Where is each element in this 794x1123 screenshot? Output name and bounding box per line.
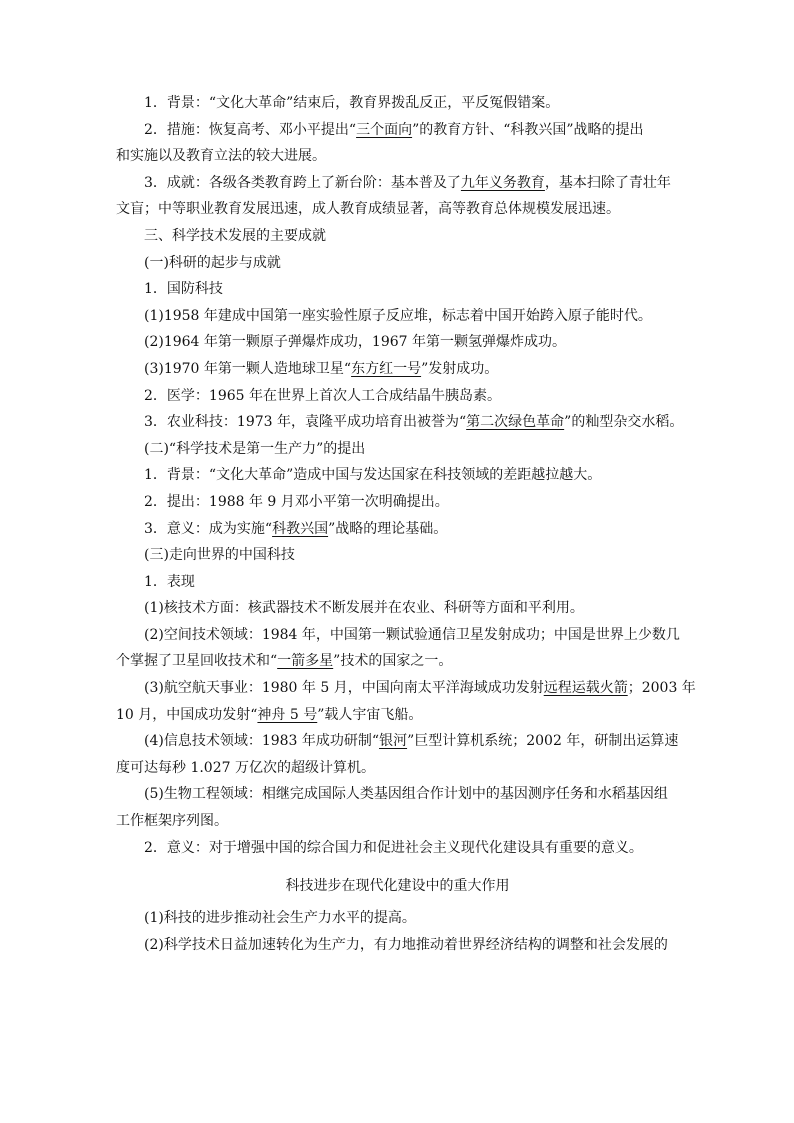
paragraph-line: (1)核技术方面：核武器技术不断发展并在农业、科研等方面和平利用。 xyxy=(144,600,584,617)
underlined-term: 银河 xyxy=(379,733,408,750)
paragraph-line: (5)生物工程领域：相继完成国际人类基因组合作计划中的基因测序任务和水稻基因组 xyxy=(144,786,668,803)
paragraph-line: (1)1958 年建成中国第一座实验性原子反应堆，标志着中国开始跨入原子能时代。 xyxy=(144,307,652,324)
underlined-term: 九年义务教育 xyxy=(460,174,545,191)
subsection-heading: (三)走向世界的中国科技 xyxy=(144,547,295,564)
paragraph-line: (2)科学技术日益加速转化为生产力，有力地推动着世界经济结构的调整和社会发展的 xyxy=(144,936,668,953)
underlined-term: 三个面向 xyxy=(356,121,413,138)
paragraph-line: 2．医学：1965 年在世界上首次人工合成结晶牛胰岛素。 xyxy=(144,387,501,404)
paragraph-line: (3)航空航天事业：1980 年 5 月，中国向南太平洋海域成功发射远程运载火箭；2003 年 xyxy=(144,680,696,697)
paragraph-line: 3．意义：成为实施“科教兴国”战略的理论基础。 xyxy=(144,520,448,537)
paragraph-line: 1．背景：“文化大革命”结束后，教育界拨乱反正，平反冤假错案。 xyxy=(144,95,560,111)
paragraph-line: 2．意义：对于增强中国的综合国力和促进社会主义现代化建设具有重要的意义。 xyxy=(144,839,643,856)
paragraph-line: (4)信息技术领域：1983 年成功研制“银河”巨型计算机系统；2002 年，研制出运算速 xyxy=(144,733,679,750)
paragraph-line: 10 月，中国成功发射“神舟 5 号”载人宇宙飞船。 xyxy=(116,706,423,723)
subsection-heading: (二)“科学技术是第一生产力”的提出 xyxy=(144,440,366,457)
paragraph-line: (2)空间技术领域：1984 年，中国第一颗试验通信卫星发射成功；中国是世界上少数几 xyxy=(144,626,680,643)
paragraph-line: 和实施以及教育立法的较大进展。 xyxy=(116,148,326,165)
paragraph-line: 1．背景：“文化大革命”造成中国与发达国家在科技领域的差距越拉越大。 xyxy=(144,467,602,484)
underlined-term: 第二次绿色革命 xyxy=(466,414,565,431)
underlined-term: 远程运载火箭 xyxy=(543,680,628,697)
paragraph-line: 3．成就：各级各类教育跨上了新台阶：基本普及了九年义务教育，基本扫除了青壮年 xyxy=(144,174,671,191)
section-title: 科技进步在现代化建设中的重大作用 xyxy=(285,878,510,895)
item-heading: 1．国防科技 xyxy=(144,281,223,298)
paragraph-line: 度可达每秒 1.027 万亿次的超级计算机。 xyxy=(116,759,375,776)
paragraph-line: 3．农业科技：1973 年，袁隆平成功培育出被誉为“第二次绿色革命”的籼型杂交水稻。 xyxy=(144,414,684,431)
item-heading: 1．表现 xyxy=(144,573,195,590)
paragraph-line: (2)1964 年第一颗原子弹爆炸成功，1967 年第一颗氢弹爆炸成功。 xyxy=(144,334,566,351)
underlined-term: 一箭多星 xyxy=(277,653,334,670)
section-heading: 三、科学技术发展的主要成就 xyxy=(144,227,326,244)
document-body xyxy=(116,90,696,958)
subsection-heading: (一)科研的起步与成就 xyxy=(144,254,281,271)
paragraph-line: (3)1970 年第一颗人造地球卫星“东方红一号”发射成功。 xyxy=(144,360,499,377)
paragraph-line: 工作框架序列图。 xyxy=(116,813,228,830)
paragraph-line: 2．提出：1988 年 9 月邓小平第一次明确提出。 xyxy=(144,493,449,510)
paragraph-line: 文盲；中等职业教育发展迅速，成人教育成绩显著，高等教育总体规模发展迅速。 xyxy=(116,201,620,218)
paragraph-line: (1)科技的进步推动社会生产力水平的提高。 xyxy=(144,910,416,927)
underlined-term: 科教兴国 xyxy=(272,520,329,537)
paragraph-line: 个掌握了卫星回收技术和“一箭多星”技术的国家之一。 xyxy=(116,653,453,670)
underlined-term: 神舟 5 号 xyxy=(257,706,318,723)
paragraph-line: 2．措施：恢复高考、邓小平提出“三个面向”的教育方针、“科教兴国”战略的提出 xyxy=(144,121,644,138)
underlined-term: 东方红一号 xyxy=(351,360,422,377)
